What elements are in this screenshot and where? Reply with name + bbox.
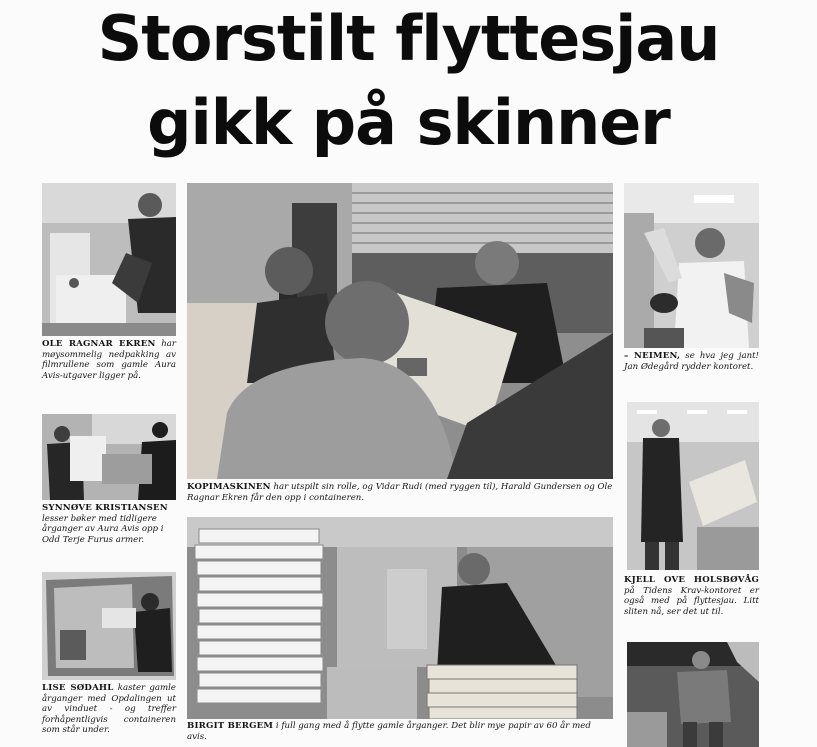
caption-kjell-ove-holsbovag (624, 575, 759, 617)
caption-name: BIRGIT BERGEM (187, 721, 274, 731)
caption-name: KJELL OVE HOLSBØVÅG (624, 575, 759, 585)
photo-lise-sodahl (42, 572, 176, 680)
caption-name: – NEIMEN, (624, 351, 681, 361)
photo-synnove-kristiansen (42, 414, 176, 500)
caption-text: på Tidens Krav-kontoret er også med på flyttesjau. Litt sliten nå, ser det ut til. (624, 585, 759, 617)
photo-birgit-bergem (187, 517, 613, 719)
caption-text: se hva jeg jant! Jan Ødegård rydder kontoret. (624, 351, 760, 372)
headline-line-1: Storstilt flyttesjau (97, 2, 720, 75)
caption-birgit-bergem (187, 721, 613, 742)
photo-ole-ragnar-ekren (42, 183, 176, 336)
caption-text: har utspilt sin rolle, og Vidar Rudi (med ryggen til), Harald Gundersen og Ole Ragnar Ekren får den opp i containeren. (187, 482, 613, 503)
caption-text: lesser bøker med tidligere årganger av Aura Avis opp i Odd Terje Furus armer. (42, 513, 164, 545)
caption-text: har møysommelig nedpakking av filmrullene som gamle Aura Avis-utgaver ligger på. (42, 339, 176, 381)
caption-synnove-kristiansen (42, 503, 176, 545)
caption-name: SYNNØVE KRISTIANSEN (42, 503, 168, 513)
photo-jan-odegard (624, 183, 759, 348)
caption-jan-odegard (624, 351, 759, 372)
caption-text: kaster gamle årganger med Opdalingen ut av vinduet - og treffer forhåpentligvis containeren som står under. (42, 683, 176, 736)
photo-kopimaskinen (187, 183, 613, 479)
caption-lise-sodahl (42, 683, 176, 736)
photo-kjell-ove-holsbovag (627, 402, 759, 570)
caption-name: KOPIMASKINEN (187, 482, 271, 492)
photo-container-man (627, 642, 759, 747)
caption-name: LISE SØDAHL (42, 683, 114, 693)
headline-line-2: gikk på skinner (147, 86, 670, 159)
caption-text: i full gang med å flytte gamle årganger. Det blir mye papir av 60 år med avis. (187, 721, 591, 742)
caption-kopimaskinen (187, 482, 613, 503)
caption-ole-ragnar-ekren (42, 339, 176, 381)
caption-name: OLE RAGNAR EKREN (42, 339, 156, 349)
